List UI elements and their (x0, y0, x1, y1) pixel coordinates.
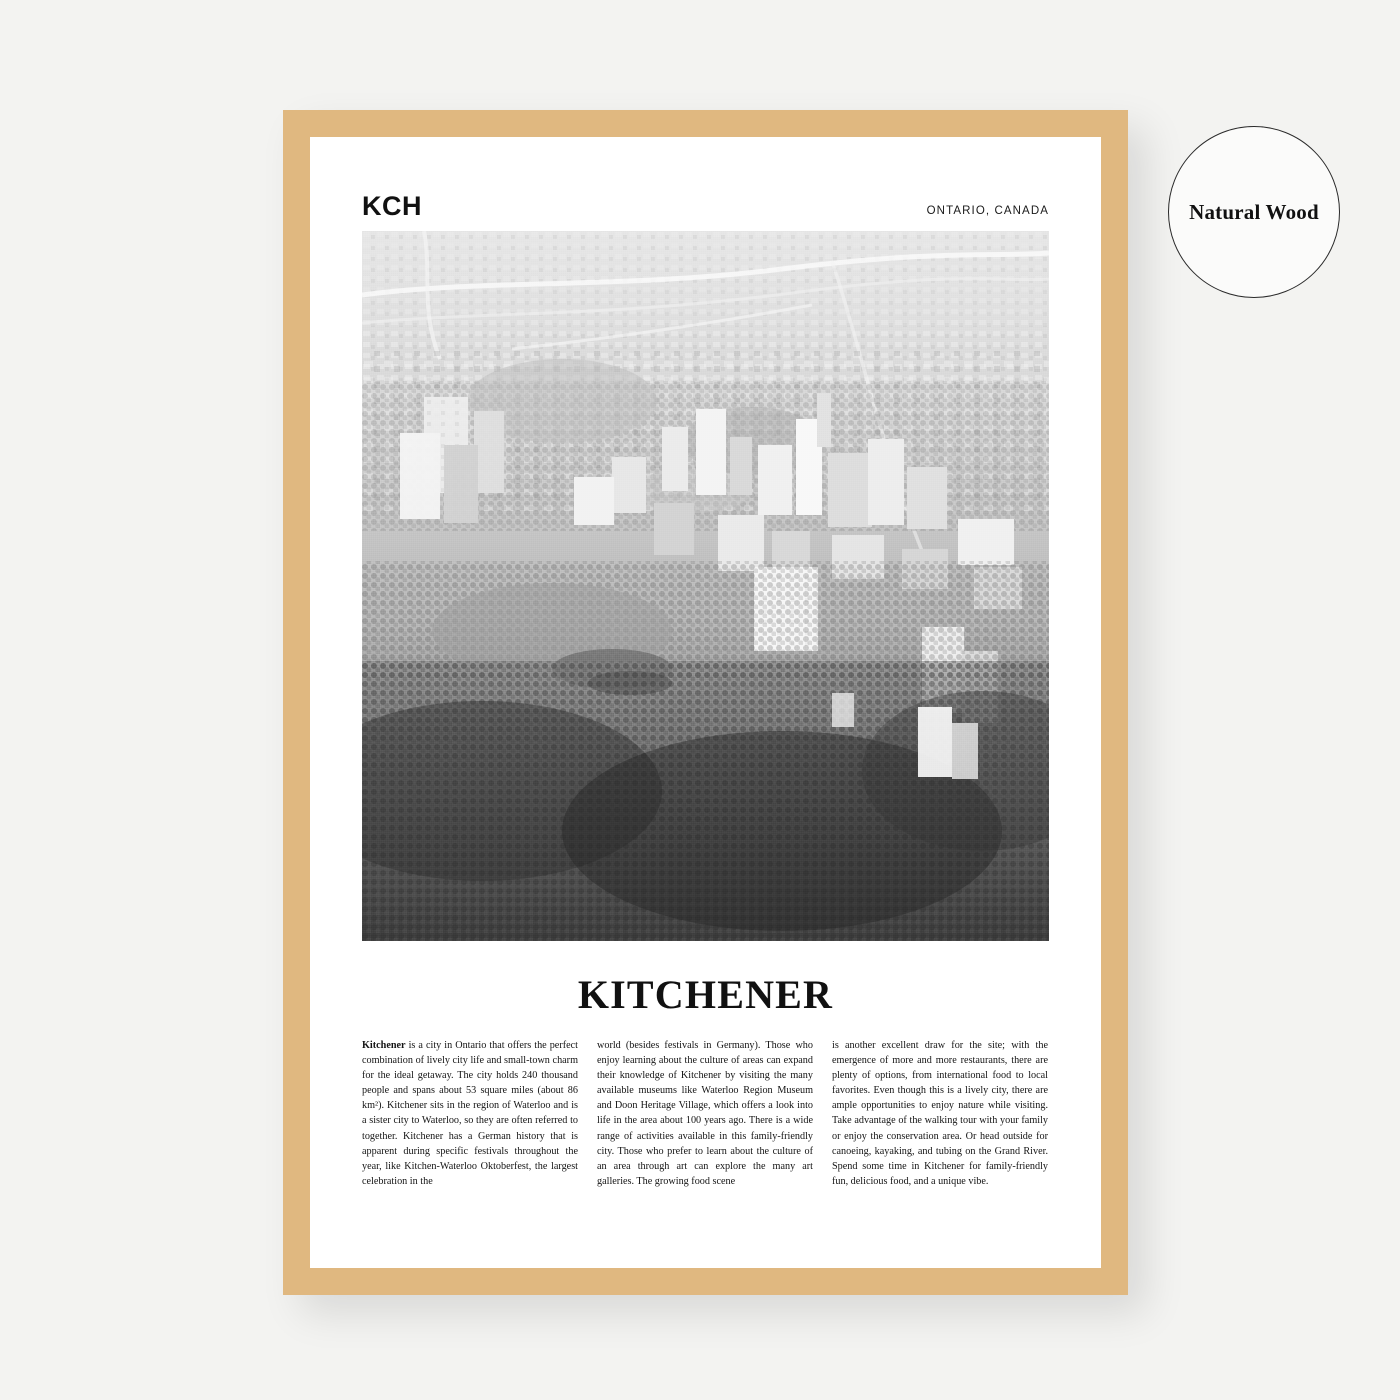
description-column-2: world (besides festivals in Germany). Those who enjoy learning about the culture of areas can expand their knowledge of Kitchener by visiting the many available museums like Waterloo Region Museum and Doon Heritage Village, which offers a look into life in the area about 100 years ago. There is a wide range of activities available in this family-friendly city. Those who prefer to learn about the culture of an area through art can explore the many art galleries. The growing food scene (597, 1040, 813, 1187)
poster-header (362, 193, 1049, 225)
poster-photograph (362, 231, 1049, 941)
material-badge (1168, 126, 1340, 298)
description-lead: Kitchener (362, 1040, 406, 1051)
poster-city-title: KITCHENER (577, 972, 834, 1017)
poster-description (362, 1038, 1049, 1189)
poster-airport-code: KCH (362, 191, 422, 221)
photo-film-grain (362, 231, 1049, 941)
description-column-3: is another excellent draw for the site; with the emergence of more and more restaurants, there are plenty of options, from international food to local favorites. Even though this is a lively city, there are ample opportunities to enjoy nature while visiting. Take advantage of the walking tour with your family or enjoy the conservation area. Or head outside for canoeing, kayaking, and tubing on the Grand River. Spend some time in Kitchener for family-friendly fun, delicious food, and a unique vibe. (832, 1040, 1048, 1187)
description-column-1 (362, 1038, 578, 1189)
material-badge-label: Natural Wood (1189, 199, 1319, 224)
poster-region-label: ONTARIO, CANADA (926, 204, 1049, 217)
poster-artwork (310, 137, 1101, 1268)
aerial-cityscape-image (362, 231, 1049, 941)
description-text-1: is a city in Ontario that offers the perfect combination of lively city life and small-town charm for the ideal getaway. The city holds 240 thousand people and spans about 53 square miles (about 86 km²). Kitchener sits in the region of Waterloo and is a sister city to Waterloo, so they are often referred to together. Kitchener has a German history that is apparent during specific festivals throughout the year, like Kitchen-Waterloo Oktoberfest, the largest celebration in the (362, 1040, 578, 1187)
